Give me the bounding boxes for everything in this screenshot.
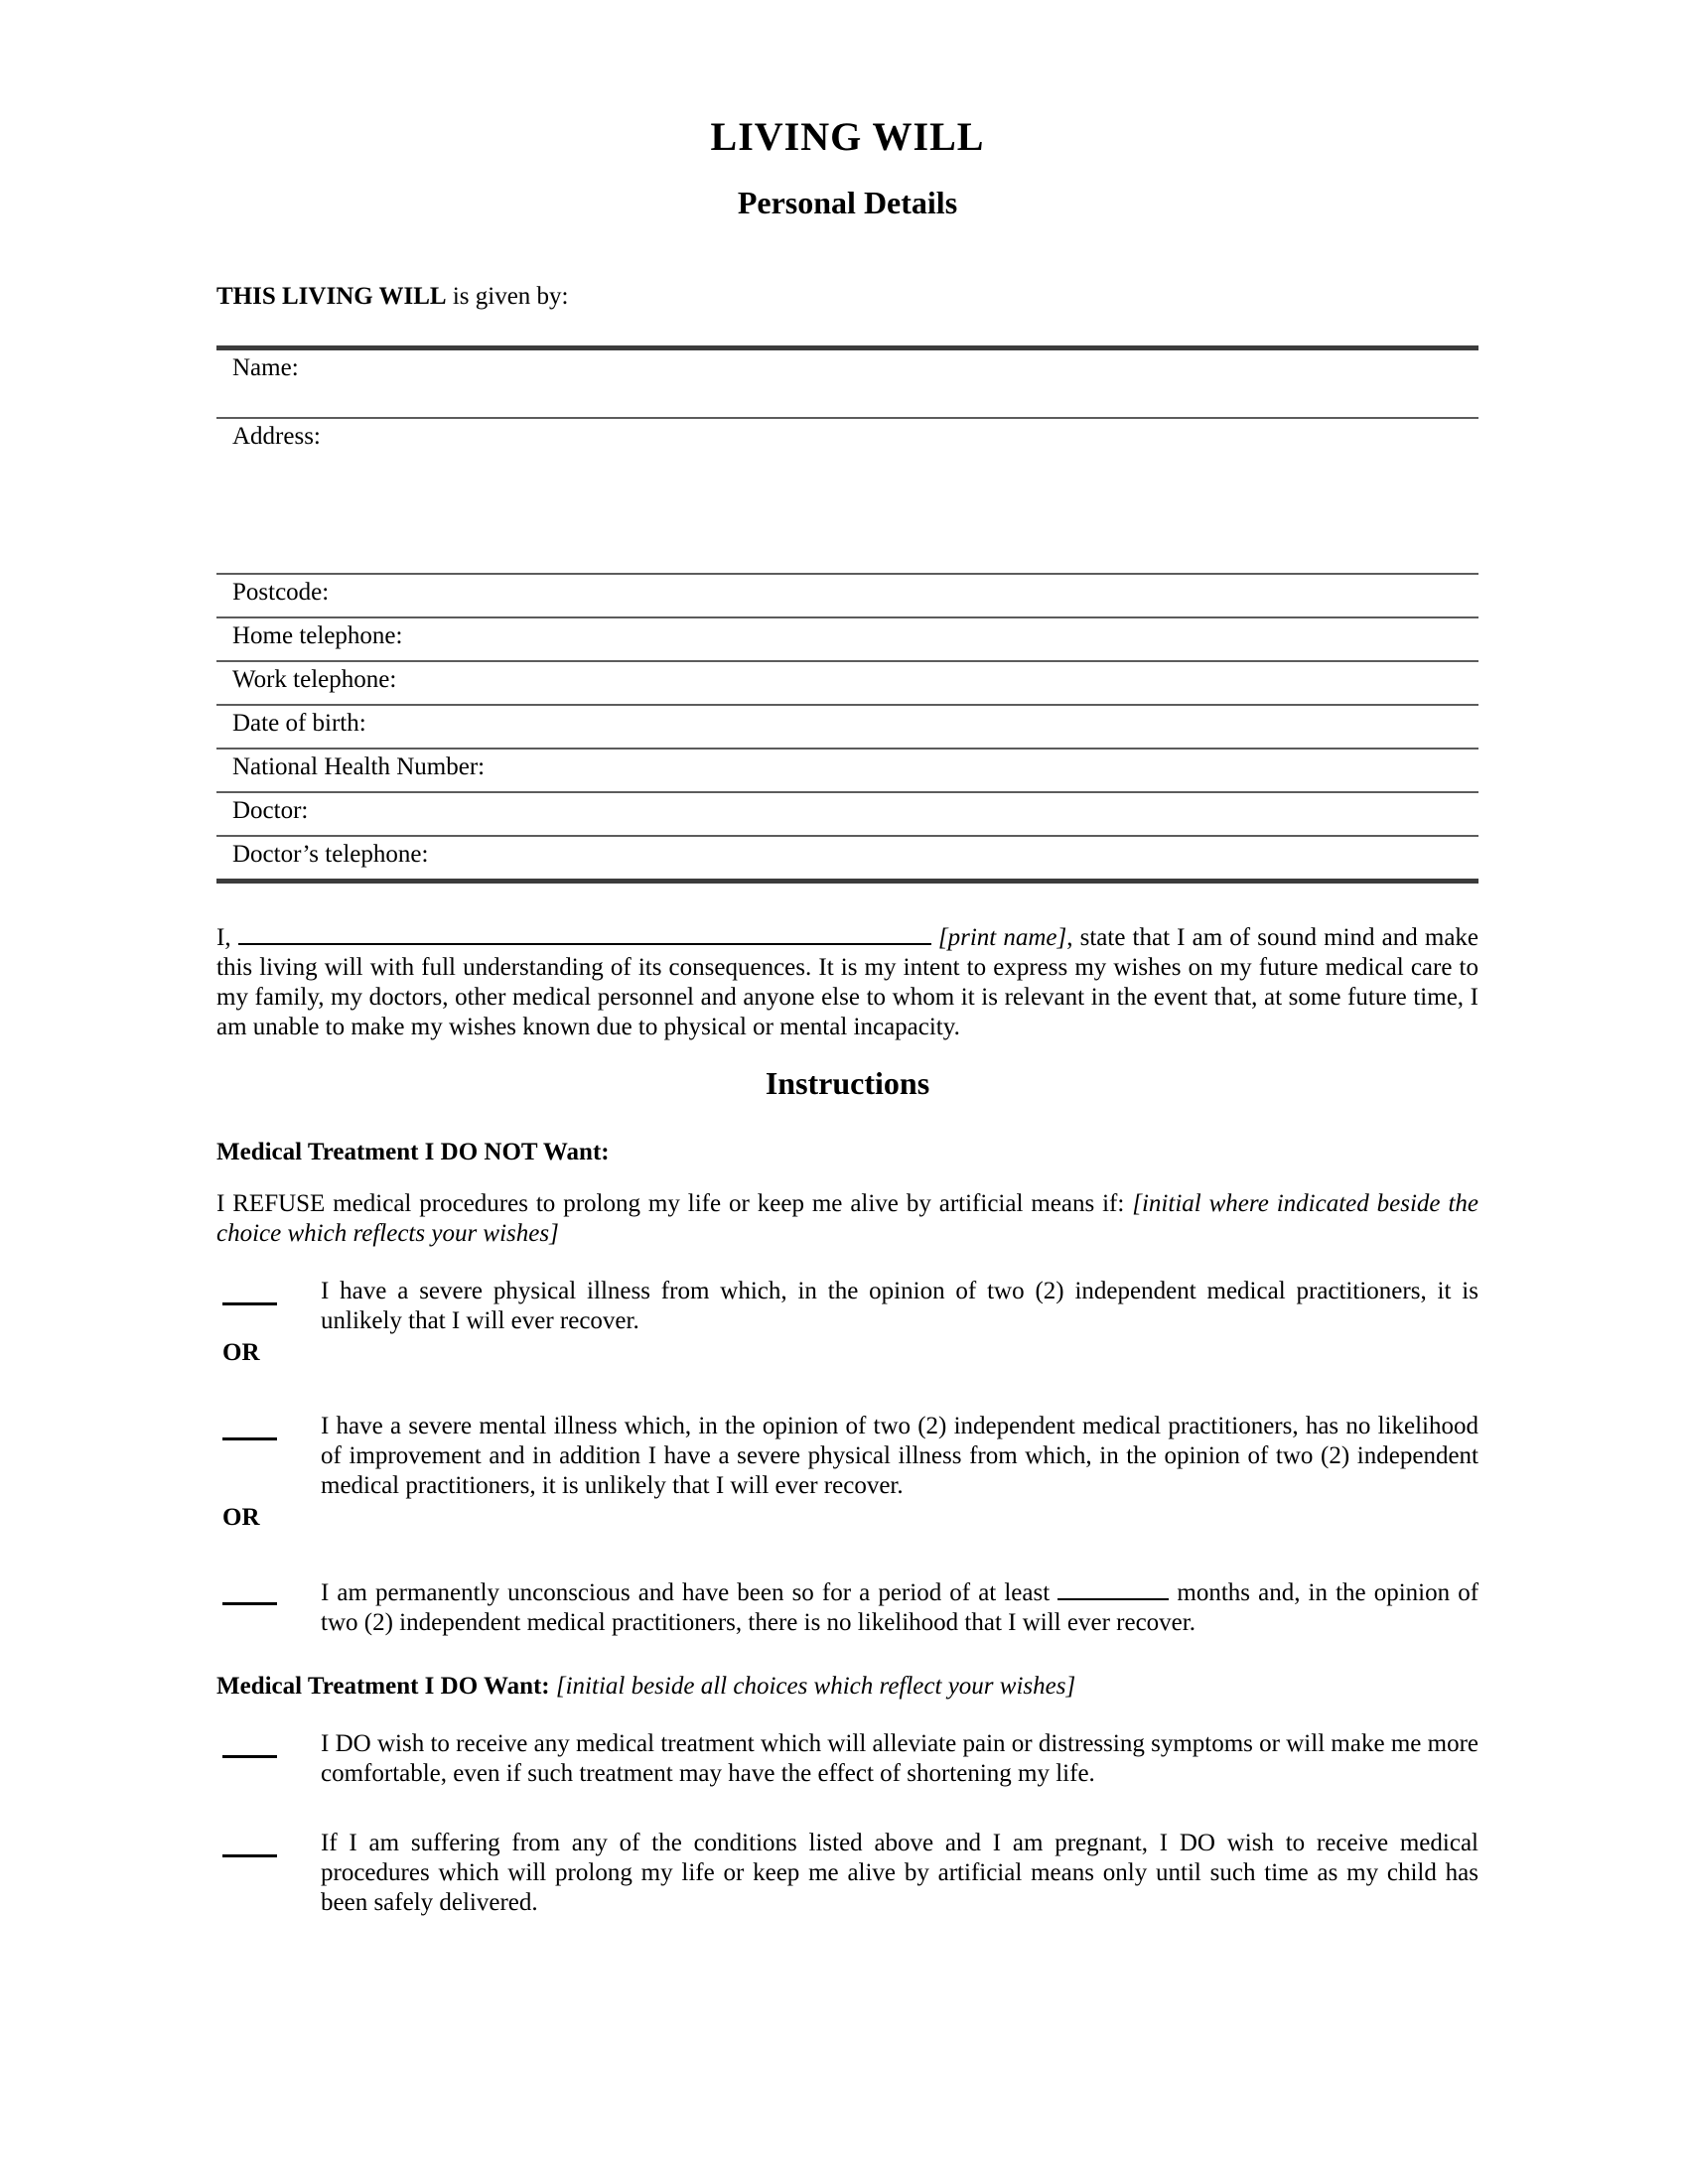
treatment-do-want-heading xyxy=(216,1672,1478,1702)
initial-blank-line[interactable] xyxy=(222,1277,277,1305)
given-by-bold: THIS LIVING WILL xyxy=(216,283,447,310)
refuse-intro-paragraph xyxy=(216,1189,1478,1249)
field-label: Postcode: xyxy=(232,579,330,606)
declaration-paragraph xyxy=(216,921,1478,1042)
field-label: Work telephone: xyxy=(232,666,397,693)
initial-blank-line[interactable] xyxy=(222,1412,277,1440)
table-row-doctors-telephone xyxy=(216,836,1478,882)
national-health-number-input-area[interactable] xyxy=(485,752,1478,782)
table-row-doctor xyxy=(216,792,1478,836)
or-separator: OR xyxy=(222,1504,260,1531)
declaration-body: , state that I am of sound mind and make this living will with full understanding of its consequences. It is my intent to express my wishes on my future medical care to my family, my doctors, other medical personnel and anyone else to whom it is relevant in the event that, at some future time, I am unable to make my wishes known due to physical or mental incapacity. xyxy=(216,924,1479,1040)
option-text: I have a severe physical illness from which, in the opinion of two (2) independent medical practitioners, it is unlikely that I will ever recover. xyxy=(321,1278,1478,1334)
refuse-option-2 xyxy=(216,1412,1478,1501)
doctor-input-area[interactable] xyxy=(308,796,1478,826)
row-cell xyxy=(216,661,1478,705)
field-label: Home telephone: xyxy=(232,622,403,649)
print-name-hint: [print name] xyxy=(937,924,1067,951)
page-title: LIVING WILL xyxy=(710,114,985,159)
table-row-work-telephone xyxy=(216,661,1478,705)
or-separator: OR xyxy=(222,1339,260,1366)
row-cell xyxy=(216,418,1478,574)
instructions-heading: Instructions xyxy=(765,1065,930,1101)
field-label: National Health Number: xyxy=(232,753,486,780)
table-row-name xyxy=(216,348,1478,419)
row-cell xyxy=(216,792,1478,836)
given-by-rest: is given by: xyxy=(446,283,569,310)
field-label: Doctor: xyxy=(232,797,309,824)
table-row-address xyxy=(216,418,1478,574)
treatment-do-not-want-heading: Medical Treatment I DO NOT Want: xyxy=(216,1139,610,1165)
date-of-birth-input-area[interactable] xyxy=(366,709,1478,739)
option-text-after: months and, in the opinion of two (2) independent medical practitioners, there is no likelihood that I will ever recover. xyxy=(321,1579,1479,1636)
table-row-postcode xyxy=(216,574,1478,617)
table-row-national-health-number xyxy=(216,749,1478,792)
do-want-heading-text: Medical Treatment I DO Want: xyxy=(216,1673,556,1700)
field-label: Address: xyxy=(232,423,321,450)
option-text: If I am suffering from any of the conditions listed above and I am pregnant, I DO wish to receive medical procedures which will prolong my life or keep me alive by artificial means only until such time as my child has been safely delivered. xyxy=(321,1830,1478,1916)
row-cell xyxy=(216,617,1478,661)
do-want-option-1 xyxy=(216,1729,1478,1789)
address-input-area[interactable] xyxy=(321,422,1478,452)
field-label: Date of birth: xyxy=(232,710,366,737)
option-text-before: I am permanently unconscious and have been so for a period of at least xyxy=(321,1579,1051,1606)
field-label: Name: xyxy=(232,354,299,381)
option-text: I have a severe mental illness which, in the opinion of two (2) independent medical practitioners, has no likelihood of improvement and in addition I have a severe physical illness from which, in the opinion of two (2) independent medical practitioners, it is unlikely that I will ever recover. xyxy=(321,1413,1478,1499)
option-text: I DO wish to receive any medical treatment which will alleviate pain or distressing symptoms or will make me more comfortable, even if such treatment may have the effect of shortening my life. xyxy=(321,1730,1478,1787)
option-text xyxy=(321,1576,1478,1638)
months-blank[interactable] xyxy=(1057,1576,1169,1600)
doctors-telephone-input-area[interactable] xyxy=(428,840,1478,870)
refuse-intro-text: I REFUSE medical procedures to prolong my life or keep me alive by artificial means if: xyxy=(216,1190,1133,1217)
row-cell xyxy=(216,348,1478,419)
row-cell xyxy=(216,705,1478,749)
refuse-option-1 xyxy=(216,1277,1478,1336)
initial-blank-line[interactable] xyxy=(222,1576,277,1605)
refuse-option-3 xyxy=(216,1576,1478,1638)
do-want-option-2 xyxy=(216,1829,1478,1918)
document-content xyxy=(216,0,1478,1918)
initial-blank-line[interactable] xyxy=(222,1729,277,1758)
personal-details-table xyxy=(216,345,1478,884)
work-telephone-input-area[interactable] xyxy=(396,665,1478,695)
page-subtitle: Personal Details xyxy=(737,185,958,220)
table-row-date-of-birth xyxy=(216,705,1478,749)
field-label: Doctor’s telephone: xyxy=(232,841,429,868)
given-by-line xyxy=(216,282,1478,312)
table-row-home-telephone xyxy=(216,617,1478,661)
postcode-input-area[interactable] xyxy=(329,578,1478,608)
home-telephone-input-area[interactable] xyxy=(402,621,1478,651)
row-cell xyxy=(216,749,1478,792)
row-cell xyxy=(216,836,1478,882)
declaration-prefix: I, xyxy=(216,924,231,951)
initial-blank-line[interactable] xyxy=(222,1829,277,1857)
do-want-heading-note: [initial beside all choices which reflect your wishes] xyxy=(555,1673,1076,1700)
row-cell xyxy=(216,574,1478,617)
refuse-intro-note: [initial where indicated beside the choice which reflects your wishes] xyxy=(216,1190,1478,1247)
name-input-area[interactable] xyxy=(299,353,1478,383)
print-name-blank[interactable] xyxy=(238,921,931,945)
